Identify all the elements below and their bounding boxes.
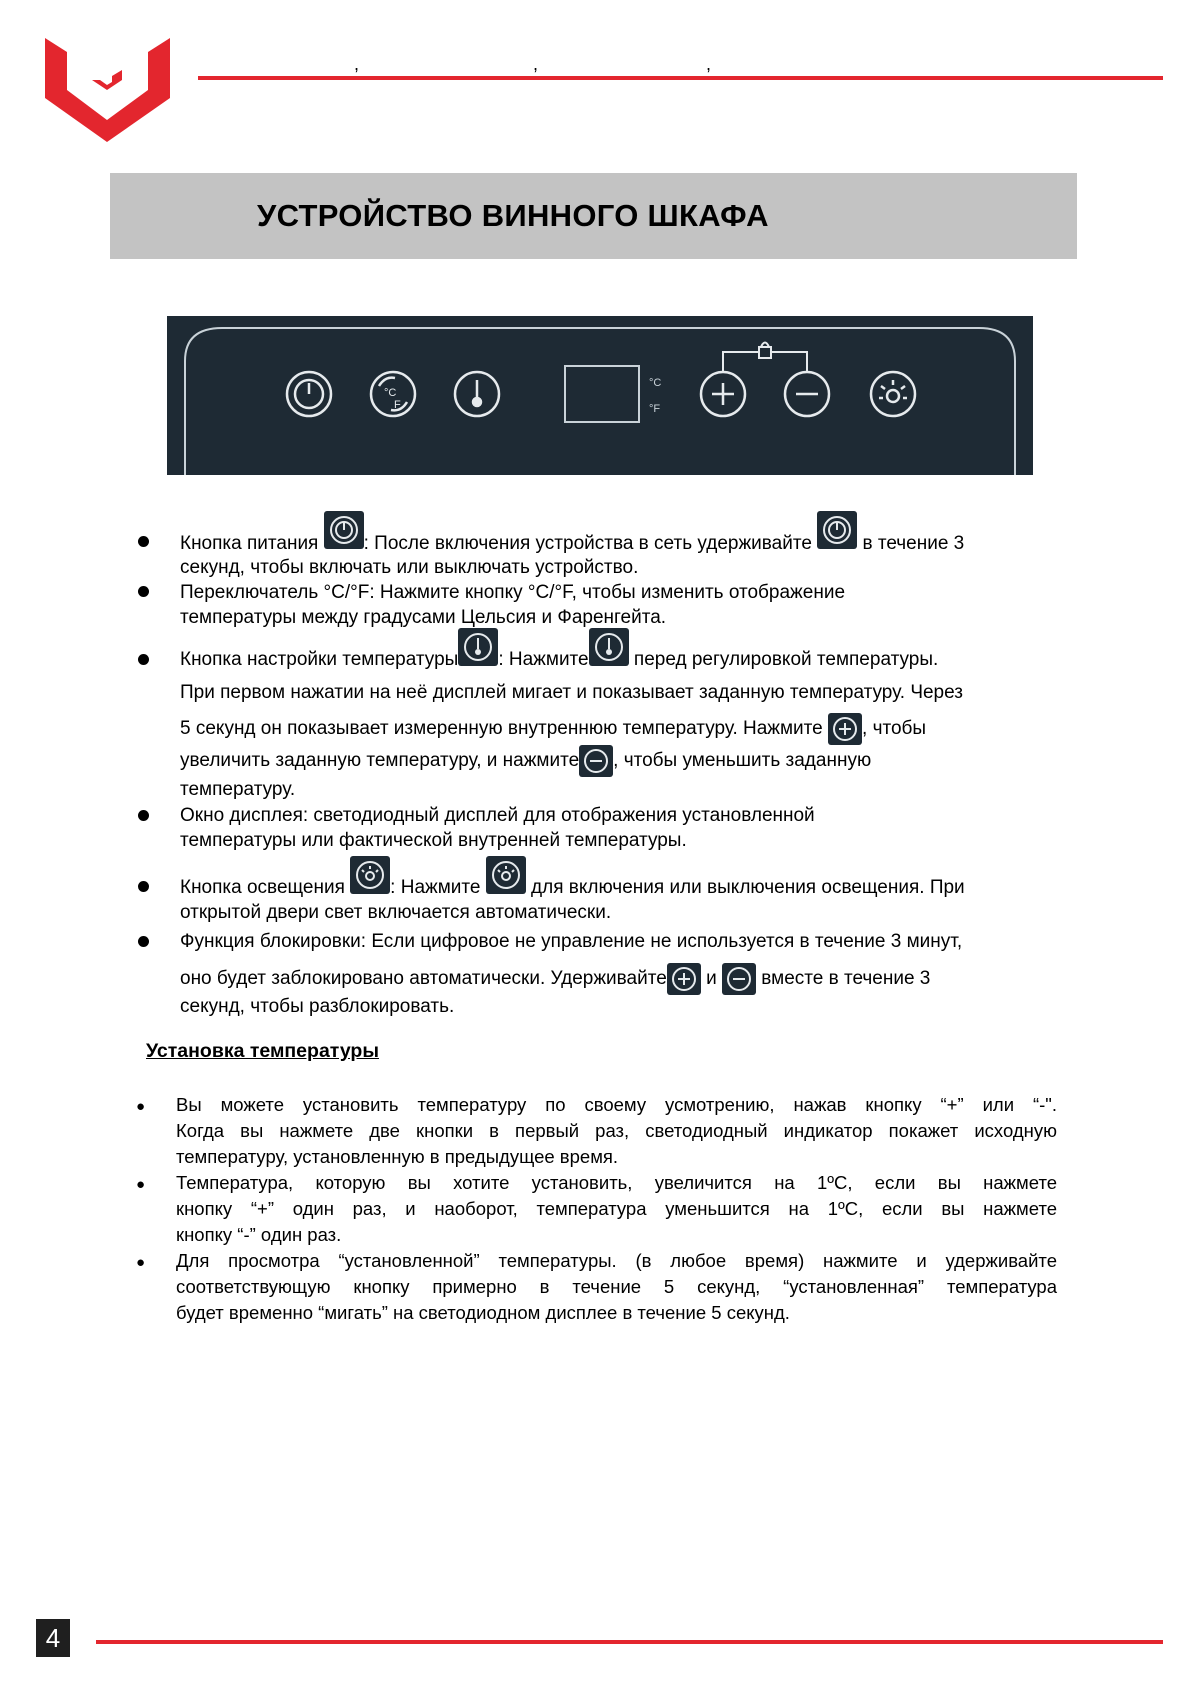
section-heading: Установка температуры [146, 1040, 379, 1062]
svg-text:°C: °C [649, 377, 662, 389]
bullet [136, 879, 154, 897]
title-band [110, 173, 1077, 259]
power-icon [817, 511, 857, 549]
brand-logo [40, 30, 175, 148]
temp-bullet-line4: увеличить заданную температуру, и нажмите , чтобы уменьшить заданную [180, 745, 871, 777]
display-bullet-line2: температуры или фактической внутренней температуры. [180, 830, 687, 851]
section-item-3-line2: соответствующую кнопку примерно в течение 5 секунд, “установленная” температура [176, 1276, 1057, 1297]
temp-bullet-line3: 5 секунд он показывает измеренную внутреннюю температуру. Нажмите , чтобы [180, 713, 926, 745]
minus-icon [579, 745, 613, 777]
bullet [136, 808, 154, 826]
bullet: ● [136, 1098, 146, 1115]
section-item-2-line3: кнопку “-” один раз. [176, 1224, 342, 1245]
thermometer-icon [589, 628, 629, 666]
control-panel-image [167, 316, 1033, 475]
temp-bullet-line1: Кнопка настройки температуры : Нажмите перед регулировкой температуры. [180, 648, 938, 672]
section-item-1-line2: Когда вы нажмете две кнопки в первый раз, светодиодный индикатор покажет исходную [176, 1120, 1057, 1141]
bullet [136, 934, 154, 952]
light-bullet-line2: открытой двери свет включается автоматически. [180, 902, 612, 923]
section-item-1-line1: Вы можете установить температуру по своему усмотрению, нажав кнопку “+” или “-". [176, 1094, 1057, 1115]
temp-bullet-line2: При первом нажатии на неё дисплей мигает и показывает заданную температуру. Через [180, 682, 963, 703]
temp-bullet-line5: температуру. [180, 779, 296, 800]
lock-bullet-line2: оно будет заблокировано автоматически. Удерживайте и вместе в течение 3 [180, 963, 930, 995]
svg-text:F: F [394, 399, 401, 411]
power-icon [324, 511, 364, 549]
lock-bullet-line3: секунд, чтобы разблокировать. [180, 996, 455, 1017]
bullet: ● [136, 1254, 146, 1271]
switch-bullet-line1: Переключатель °C/°F: Нажмите кнопку °C/°F, чтобы изменить отображение [180, 582, 846, 603]
svg-text:°C: °C [384, 387, 397, 399]
bullet [136, 584, 154, 602]
section-item-1-line3: температуру, установленную в предыдущее время. [176, 1146, 619, 1167]
power-bullet-line2: секунд, чтобы включать или выключать устройство. [180, 557, 639, 578]
light-bullet-line1: Кнопка освещения : Нажмите для включения или выключения освещения. При [180, 876, 965, 900]
section-item-2-line2: кнопку “+” один раз, и наоборот, температура уменьшится на 1ºC, если вы нажмете [176, 1198, 1057, 1219]
header-separators: , , , [354, 54, 712, 74]
bullet: ● [136, 1176, 146, 1193]
power-bullet-line1: Кнопка питания : После включения устройства в сеть удерживайте в течение 3 [180, 532, 964, 556]
lock-bullet-line1: Функция блокировки: Если цифровое не управление не используется в течение 3 минут, [180, 931, 963, 952]
section-item-2-line1: Температура, которую вы хотите установить, увеличится на 1ºC, если вы нажмете [176, 1172, 1057, 1193]
thermometer-icon [458, 628, 498, 666]
page-number: 4 [36, 1619, 70, 1657]
header-rule [198, 76, 1163, 80]
section-item-3-line3: будет временно “мигать” на светодиодном дисплее в течение 5 секунд. [176, 1302, 790, 1323]
display-bullet-line1: Окно дисплея: светодиодный дисплей для отображения установленной [180, 805, 815, 826]
section-item-3-line1: Для просмотра “установленной” температуры. (в любое время) нажмите и удерживайте [176, 1250, 1057, 1271]
plus-icon [667, 963, 701, 995]
bullet [136, 652, 154, 670]
svg-text:°F: °F [649, 403, 661, 415]
bullet [136, 534, 154, 552]
minus-icon [722, 963, 756, 995]
footer-rule [96, 1640, 1163, 1644]
page-title: УСТРОЙСТВО ВИННОГО ШКАФА [257, 198, 769, 233]
light-icon [350, 856, 390, 894]
switch-bullet-line2: температуры между градусами Цельсия и Фаренгейта. [180, 607, 667, 628]
light-icon [486, 856, 526, 894]
plus-icon [828, 713, 862, 745]
